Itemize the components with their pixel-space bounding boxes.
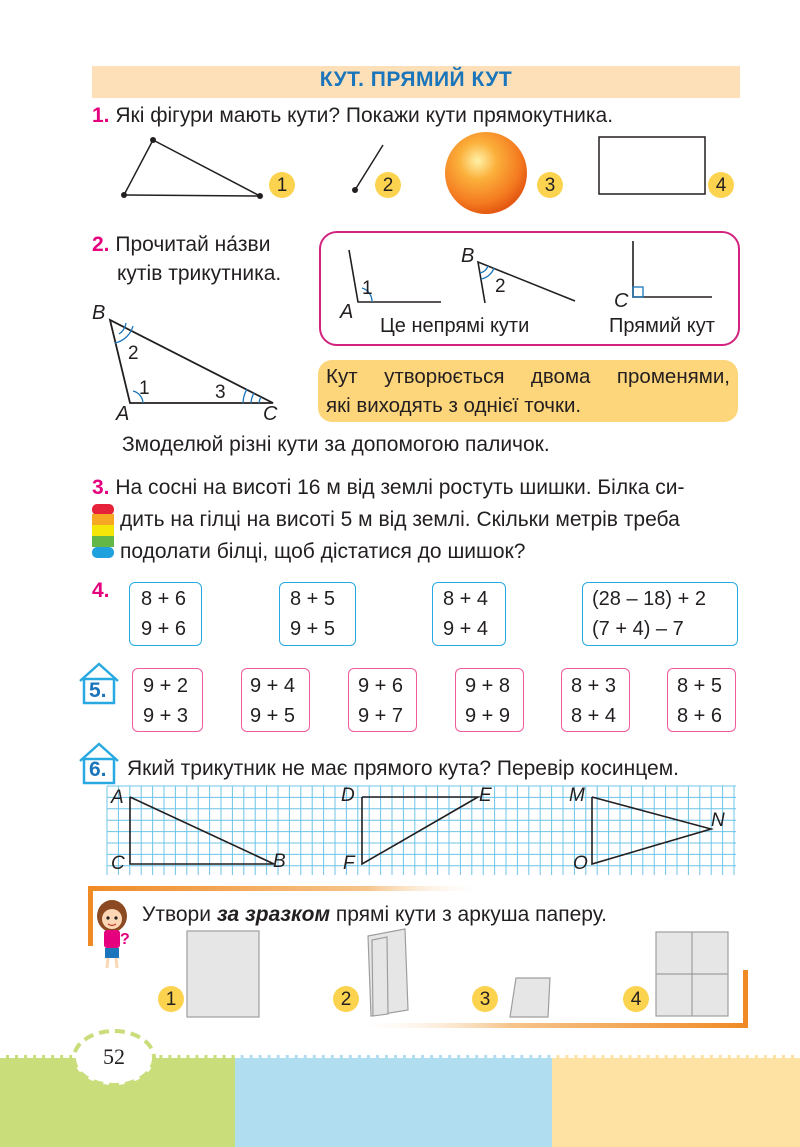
task3-text2: дить на гілці на висоті 5 м від землі. Скільки метрів треба (120, 508, 680, 531)
footer-band-orange (552, 1055, 800, 1147)
paper-sheet-3 (510, 978, 550, 1017)
task4-number: 4. (92, 579, 110, 602)
task5-expr-6a: 8 + 5 (677, 675, 723, 697)
task5-number: 5. (89, 679, 107, 702)
task5-expr-4b: 9 + 9 (465, 705, 511, 727)
tri-label-A: A (116, 403, 130, 425)
box-label-A: A (340, 301, 354, 323)
task5-expr-3a: 9 + 6 (358, 675, 404, 697)
grid-label-F: F (343, 853, 355, 874)
paper-sheet-1 (187, 931, 259, 1017)
rule-line2: які виходять з однієї точки. (326, 394, 582, 417)
task5-expr-2a: 9 + 4 (250, 675, 296, 697)
paper-sheet-2 (368, 929, 408, 1016)
grid-label-M: M (569, 785, 585, 806)
grid-label-C: C (111, 853, 125, 874)
badge-4: 4 (708, 172, 734, 198)
step-badge-4: 4 (623, 986, 649, 1012)
task7-text-before: Утвори (142, 903, 217, 926)
step-badge-1: 1 (158, 986, 184, 1012)
task5-expr-4a: 9 + 8 (465, 675, 511, 697)
right-angle-caption: Прямий кут (609, 315, 715, 337)
task5-expr-2b: 9 + 5 (250, 705, 296, 727)
box-label-1: 1 (362, 278, 373, 299)
box-label-C: C (614, 290, 629, 312)
grid-label-N: N (711, 810, 725, 831)
task2-text2: кутів трикутника. (117, 262, 282, 285)
tri-label-1: 1 (139, 378, 150, 399)
task4-expr-4b: (7 + 4) – 7 (592, 618, 684, 640)
task1-text: Які фігури мають кути? Покажи кути прямокутника. (115, 104, 614, 127)
grid-label-B: B (273, 851, 286, 872)
tri-label-C: C (263, 403, 278, 425)
task4-expr-1a: 8 + 6 (141, 588, 187, 610)
task5-expr-3b: 9 + 7 (358, 705, 404, 727)
task3-number: 3. (92, 476, 110, 499)
badge-2: 2 (375, 172, 401, 198)
box-label-2: 2 (495, 276, 506, 297)
task7-text-after: прямі кути з аркуша паперу. (330, 903, 607, 926)
badge-3: 3 (537, 172, 563, 198)
task5-expr-5b: 8 + 4 (571, 705, 617, 727)
task2-number: 2. (92, 233, 110, 256)
svg-text:?: ? (120, 931, 130, 948)
task4-expr-2a: 8 + 5 (290, 588, 336, 610)
task3-text3: подолати білці, щоб дістатися до шишок? (120, 540, 526, 563)
task2-text1: Прочитай на́зви (115, 233, 271, 256)
task4-expr-3b: 9 + 4 (443, 618, 489, 640)
task4-expr-3a: 8 + 4 (443, 588, 489, 610)
page-title: КУТ. ПРЯМИЙ КУТ (319, 68, 513, 91)
rule-line1: Кут утворюється двома променями, (326, 365, 730, 388)
task6-number: 6. (89, 758, 107, 781)
tri-label-2: 2 (128, 343, 139, 364)
paper-sheet-4 (656, 932, 728, 1016)
task6-text: Який трикутник не має прямого кута? Перевір косинцем. (127, 757, 679, 780)
footer-band-blue (235, 1055, 552, 1147)
tri-label-3: 3 (215, 382, 226, 403)
task5-expr-1b: 9 + 3 (143, 705, 189, 727)
badge-1: 1 (269, 172, 295, 198)
task4-expr-4a: (28 – 18) + 2 (592, 588, 706, 610)
grid-label-D: D (341, 785, 355, 806)
task5-expr-1a: 9 + 2 (143, 675, 189, 697)
tri-label-B: B (92, 302, 106, 324)
model-instruction: Змоделюй різні кути за допомогою паличок. (122, 433, 550, 456)
task7-text-emph: за зразком (216, 903, 330, 926)
grid-label-E: E (479, 785, 492, 806)
task5-expr-6b: 8 + 6 (677, 705, 723, 727)
step-badge-3: 3 (472, 986, 498, 1012)
not-right-angles-caption: Це непрямі кути (380, 315, 530, 337)
task3-text1: На сосні на висоті 16 м від землі ростуть шишки. Білка си- (115, 476, 685, 499)
grid-label-O: O (573, 853, 588, 874)
grid-label-A: A (111, 787, 124, 808)
task4-expr-1b: 9 + 6 (141, 618, 187, 640)
task1-number: 1. (92, 104, 110, 127)
box-label-B: B (461, 245, 475, 267)
task4-expr-2b: 9 + 5 (290, 618, 336, 640)
page-number: 52 (103, 1044, 125, 1069)
step-badge-2: 2 (333, 986, 359, 1012)
task5-expr-5a: 8 + 3 (571, 675, 617, 697)
